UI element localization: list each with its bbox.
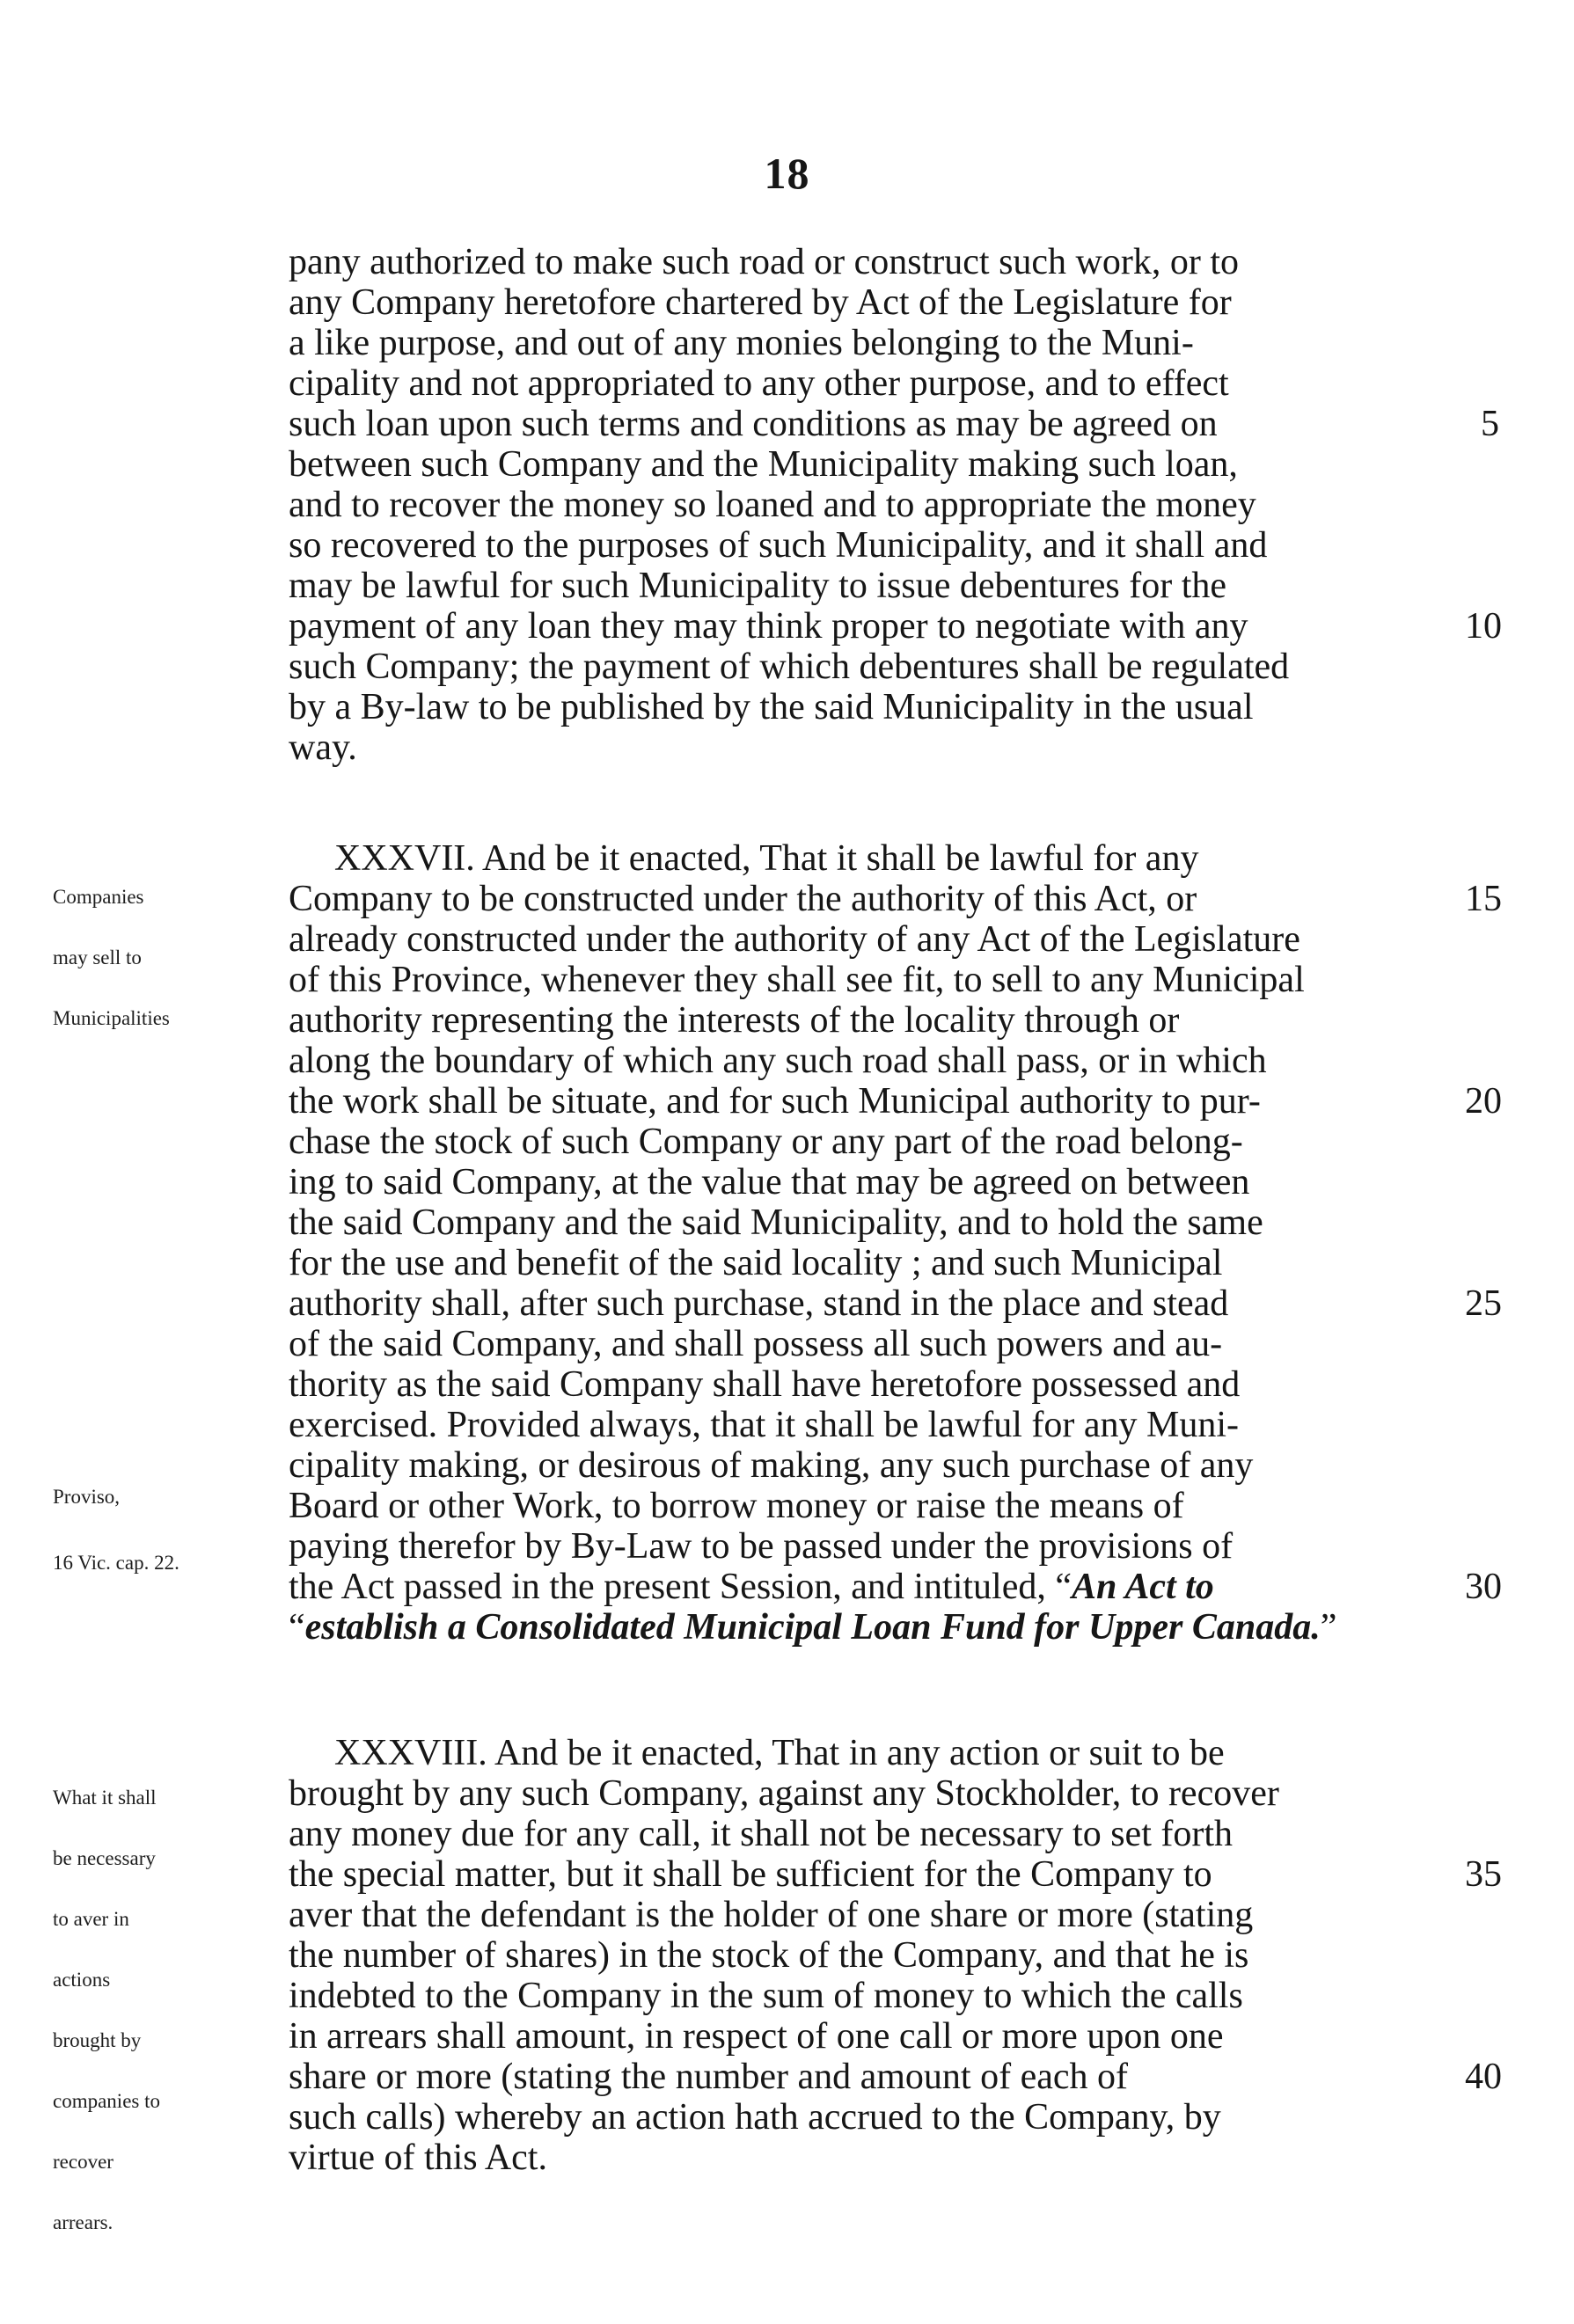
- text-line: such Company; the payment of which debentures shall be regulated: [289, 647, 1290, 687]
- note-line: may sell to: [53, 946, 142, 968]
- text-line: Board or other Work, to borrow money or raise the means of: [289, 1486, 1184, 1526]
- text-line: any Company heretofore chartered by Act of the Legislature for: [289, 282, 1232, 323]
- text-line: of this Province, whenever they shall see fit, to sell to any Municipal: [289, 960, 1305, 1000]
- act-title-italic: establish a Consolidated Municipal Loan Fund for Upper Canada.: [304, 1607, 1321, 1648]
- closing-quote: ”: [1320, 1607, 1337, 1648]
- line-number: 35: [1465, 1854, 1502, 1895]
- margin-note-proviso: [53, 1446, 179, 1593]
- margin-note-what-it-shall: [53, 1747, 160, 2253]
- text-line: [289, 1567, 1214, 1607]
- act-title-italic: An Act to: [1072, 1567, 1214, 1607]
- text-line: the said Company and the said Municipality, and to hold the same: [289, 1202, 1263, 1243]
- note-line: to aver in: [53, 1908, 129, 1930]
- text-line: virtue of this Act.: [289, 2138, 547, 2178]
- note-line: recover: [53, 2151, 113, 2173]
- note-line: Proviso,: [53, 1486, 121, 1508]
- text-line: such calls) whereby an action hath accrued to the Company, by: [289, 2097, 1221, 2138]
- text-line: chase the stock of such Company or any part of the road belong-: [289, 1122, 1243, 1162]
- note-line: Companies: [53, 886, 144, 908]
- text-line: exercised. Provided always, that it shall be lawful for any Muni-: [289, 1405, 1240, 1445]
- text-line: ing to said Company, at the value that may be agreed on between: [289, 1162, 1250, 1202]
- text-line: may be lawful for such Municipality to issue debentures for the: [289, 566, 1227, 606]
- text-span: the Act passed in the present Session, and intituled, “: [289, 1567, 1072, 1607]
- text-line: payment of any loan they may think proper to negotiate with any: [289, 606, 1248, 647]
- text-line: indebted to the Company in the sum of money to which the calls: [289, 1976, 1243, 2016]
- note-line: Municipalities: [53, 1007, 170, 1029]
- text-line: a like purpose, and out of any monies belonging to the Muni-: [289, 323, 1194, 363]
- line-number: 25: [1465, 1283, 1502, 1324]
- note-line: companies to: [53, 2090, 160, 2112]
- text-line: way.: [289, 727, 357, 768]
- text-line: thority as the said Company shall have heretofore possessed and: [289, 1364, 1241, 1405]
- text-line: paying therefor by By-Law to be passed under the provisions of: [289, 1526, 1234, 1567]
- text-line: such loan upon such terms and conditions as may be agreed on: [289, 404, 1218, 444]
- text-line: any money due for any call, it shall not be necessary to set forth: [289, 1814, 1234, 1854]
- text-line: share or more (stating the number and amount of each of: [289, 2057, 1129, 2097]
- text-line: between such Company and the Municipality making such loan,: [289, 444, 1238, 485]
- line-number: 5: [1481, 404, 1499, 444]
- text-line: so recovered to the purposes of such Municipality, and it shall and: [289, 525, 1268, 566]
- note-line: be necessary: [53, 1847, 156, 1869]
- note-line: actions: [53, 1969, 111, 1991]
- line-number: 40: [1465, 2057, 1502, 2097]
- text-line: along the boundary of which any such road shall pass, or in which: [289, 1041, 1267, 1081]
- text-line: brought by any such Company, against any Stockholder, to recover: [289, 1773, 1279, 1814]
- text-line: authority shall, after such purchase, stand in the place and stead: [289, 1283, 1229, 1324]
- text-line: for the use and benefit of the said locality ; and such Municipal: [289, 1243, 1223, 1283]
- text-line: of the said Company, and shall possess all such powers and au-: [289, 1324, 1223, 1364]
- text-line: authority representing the interests of the locality through or: [289, 1000, 1180, 1041]
- text-line: the special matter, but it shall be sufficient for the Company to: [289, 1854, 1212, 1895]
- text-line: the number of shares) in the stock of the Company, and that he is: [289, 1935, 1249, 1976]
- note-line: brought by: [53, 2029, 142, 2051]
- text-line: and to recover the money so loaned and to appropriate the money: [289, 485, 1256, 525]
- note-line: What it shall: [53, 1787, 157, 1809]
- text-line: XXXVIII. And be it enacted, That in any action or suit to be: [334, 1733, 1225, 1773]
- text-line: XXXVII. And be it enacted, That it shall be lawful for any: [334, 838, 1199, 879]
- margin-note-companies: [53, 846, 170, 1049]
- text-line: aver that the defendant is the holder of one share or more (stating: [289, 1895, 1254, 1935]
- text-line: cipality and not appropriated to any other purpose, and to effect: [289, 363, 1229, 404]
- text-line: in arrears shall amount, in respect of one call or more upon one: [289, 2016, 1224, 2057]
- note-line: 16 Vic. cap. 22.: [53, 1552, 179, 1574]
- line-number: 10: [1465, 606, 1502, 647]
- text-line: [289, 1607, 1336, 1648]
- line-number: 30: [1465, 1567, 1502, 1607]
- note-line: arrears.: [53, 2211, 113, 2233]
- text-line: by a By-law to be published by the said Municipality in the usual: [289, 687, 1254, 727]
- text-span: “: [289, 1607, 305, 1648]
- text-line: pany authorized to make such road or construct such work, or to: [289, 242, 1240, 282]
- text-line: Company to be constructed under the authority of this Act, or: [289, 879, 1197, 919]
- text-line: the work shall be situate, and for such Municipal authority to pur-: [289, 1081, 1261, 1122]
- line-number: 15: [1465, 879, 1502, 919]
- text-line: already constructed under the authority of any Act of the Legislature: [289, 919, 1300, 960]
- page-number: 18: [764, 149, 810, 198]
- text-line: cipality making, or desirous of making, any such purchase of any: [289, 1445, 1254, 1486]
- line-number: 20: [1465, 1081, 1502, 1122]
